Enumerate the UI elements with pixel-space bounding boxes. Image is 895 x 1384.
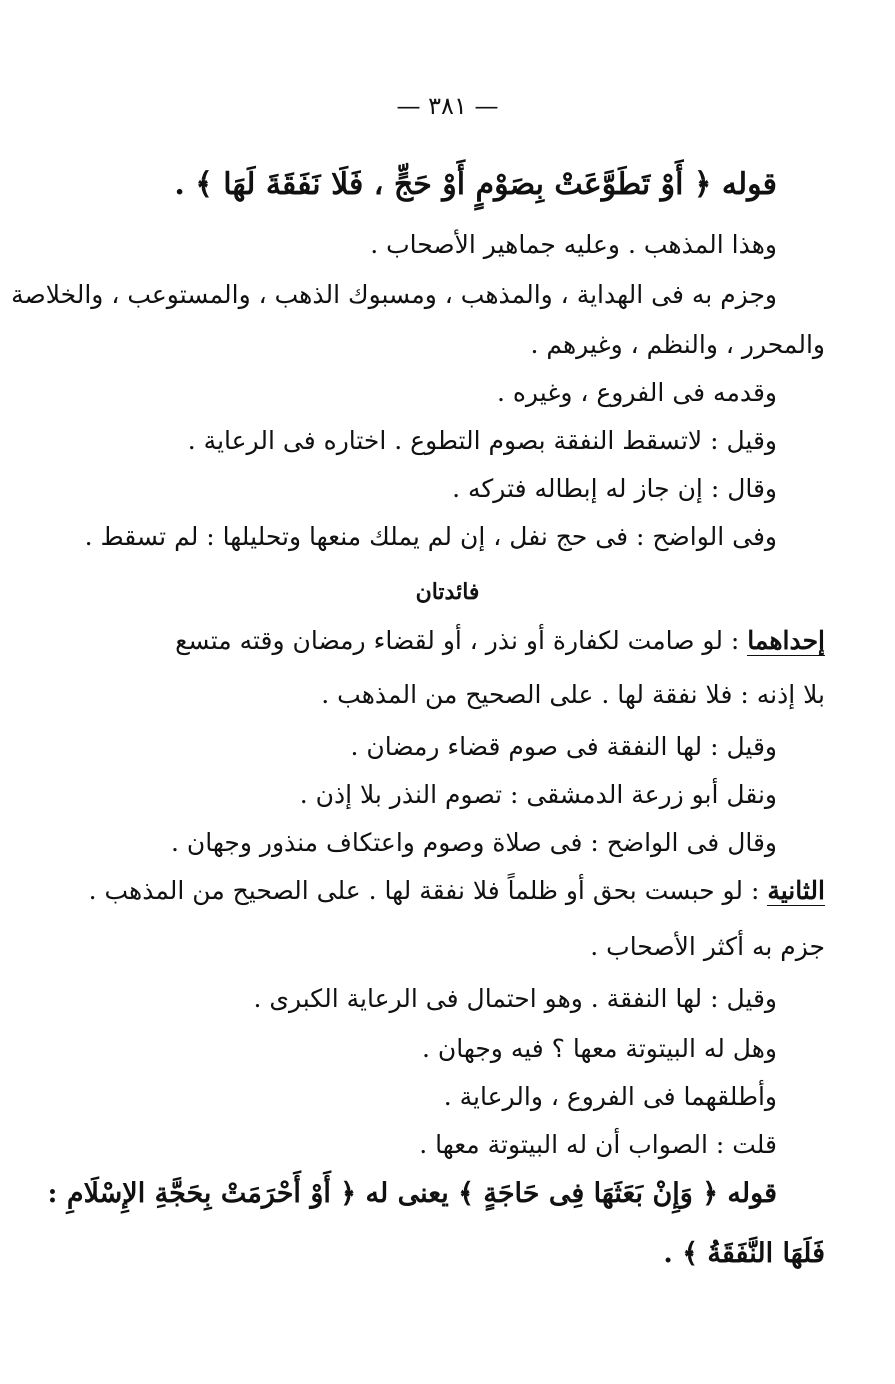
text-line: قلت : الصواب أن له البيتوتة معها .: [419, 1130, 777, 1159]
text-line: قوله ﴿ أَوْ تَطَوَّعَتْ بِصَوْمٍ أَوْ حَجٍّ ، فَلَا نَفَقَةَ لَهَا ﴾ .: [174, 167, 777, 202]
text-line: وفى الواضح : فى حج نفل ، إن لم يملك منعها وتحليلها : لم تسقط .: [84, 522, 777, 551]
text-line: [89, 878, 825, 903]
text-line-content: : لو حبست بحق أو ظلماً فلا نفقة لها . على الصحيح من المذهب .: [88, 876, 768, 905]
text-line: وجزم به فى الهداية ، والمذهب ، ومسبوك الذهب ، والمستوعب ، والخلاصة: [11, 280, 777, 309]
text-line: وقيل : لها النفقة . وهو احتمال فى الرعاية الكبرى .: [253, 984, 777, 1013]
text-line: وأطلقهما فى الفروع ، والرعاية .: [443, 1082, 777, 1111]
text-line: وهل له البيتوتة معها ؟ فيه وجهان .: [421, 1034, 777, 1063]
subsection-label: إحداهما: [747, 626, 825, 655]
page-number: — ٣٨١ —: [396, 92, 499, 120]
text-line: فَلَهَا النَّفَقَةُ ﴾ .: [663, 1238, 825, 1269]
text-line: وقيل : لها النفقة فى صوم قضاء رمضان .: [350, 732, 777, 761]
subsection-label: الثانية: [767, 876, 825, 905]
text-line: قوله ﴿ وَإِنْ بَعَثَهَا فِى حَاجَةٍ ﴾ يعنى له ﴿ أَوْ أَحْرَمَتْ بِحَجَّةِ الإِسْلَامِ :: [47, 1178, 777, 1209]
text-line: وقال : إن جاز له إبطاله فتركه .: [452, 474, 777, 503]
text-line: وقيل : لاتسقط النفقة بصوم التطوع . اختاره فى الرعاية .: [187, 426, 777, 455]
text-line: وهذا المذهب . وعليه جماهير الأصحاب .: [370, 230, 777, 259]
text-line: وقال فى الواضح : فى صلاة وصوم واعتكاف منذور وجهان .: [171, 828, 777, 857]
text-line: والمحرر ، والنظم ، وغيرهم .: [530, 330, 825, 359]
text-line-content: : لو صامت لكفارة أو نذر ، أو لقضاء رمضان وقته متسع: [175, 626, 748, 655]
section-heading: فائدتان: [415, 579, 480, 605]
text-line: وقدمه فى الفروع ، وغيره .: [496, 378, 777, 407]
text-line: ونقل أبو زرعة الدمشقى : تصوم النذر بلا إذن .: [299, 780, 777, 809]
text-line: [175, 628, 825, 653]
text-line: بلا إذنه : فلا نفقة لها . على الصحيح من المذهب .: [321, 680, 825, 709]
text-line: جزم به أكثر الأصحاب .: [590, 932, 825, 961]
